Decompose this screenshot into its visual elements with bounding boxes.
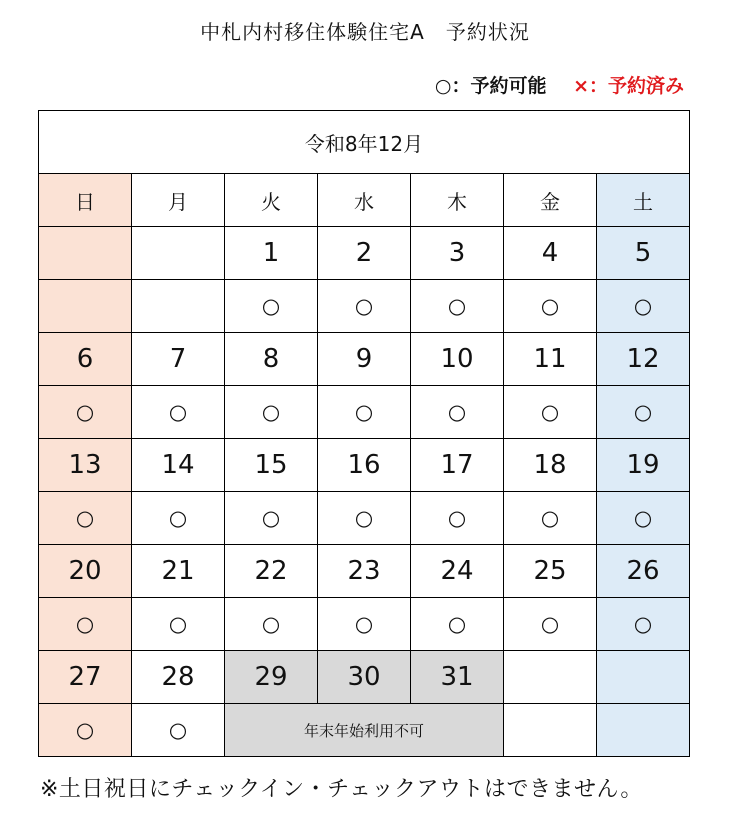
date-cell[interactable]: 22 xyxy=(225,545,318,598)
date-row xyxy=(39,333,690,386)
status-row xyxy=(39,280,690,333)
date-cell[interactable]: 23 xyxy=(318,545,411,598)
status-cell xyxy=(39,280,132,333)
status-cell: ○ xyxy=(318,386,411,439)
status-cell: ○ xyxy=(225,280,318,333)
date-cell[interactable]: 27 xyxy=(39,651,132,704)
date-row xyxy=(39,651,690,704)
status-cell: ○ xyxy=(504,492,597,545)
status-cell: ○ xyxy=(318,492,411,545)
date-cell[interactable]: 1 xyxy=(225,227,318,280)
status-cell: ○ xyxy=(39,492,132,545)
date-cell[interactable]: 2 xyxy=(318,227,411,280)
date-cell[interactable]: 4 xyxy=(504,227,597,280)
date-cell[interactable]: 8 xyxy=(225,333,318,386)
date-cell[interactable]: 3 xyxy=(411,227,504,280)
date-cell[interactable]: 24 xyxy=(411,545,504,598)
checkin-note: ※土日祝日にチェックイン・チェックアウトはできません。 xyxy=(40,777,643,802)
status-cell: ○ xyxy=(225,598,318,651)
status-cell: ○ xyxy=(597,386,690,439)
status-row xyxy=(39,386,690,439)
date-cell xyxy=(504,651,597,704)
legend-available: ○：予約可能 xyxy=(434,75,547,97)
month-label: 令和8年12月 xyxy=(39,111,690,174)
date-cell[interactable]: 19 xyxy=(597,439,690,492)
date-cell[interactable]: 28 xyxy=(132,651,225,704)
date-row xyxy=(39,439,690,492)
status-cell xyxy=(597,704,690,757)
date-cell xyxy=(597,651,690,704)
date-cell[interactable]: 26 xyxy=(597,545,690,598)
date-row xyxy=(39,227,690,280)
date-cell[interactable]: 5 xyxy=(597,227,690,280)
weekday-fri: 金 xyxy=(504,174,597,227)
closed-period-label: 年末年始利用不可 xyxy=(225,704,504,757)
date-cell[interactable]: 10 xyxy=(411,333,504,386)
status-cell: ○ xyxy=(597,492,690,545)
status-cell: ○ xyxy=(225,386,318,439)
status-cell: ○ xyxy=(132,704,225,757)
calendar-table xyxy=(38,110,690,757)
date-cell[interactable]: 14 xyxy=(132,439,225,492)
status-cell: ○ xyxy=(411,280,504,333)
date-cell[interactable]: 25 xyxy=(504,545,597,598)
date-cell[interactable]: 7 xyxy=(132,333,225,386)
status-cell: ○ xyxy=(225,492,318,545)
date-cell[interactable]: 6 xyxy=(39,333,132,386)
status-cell: ○ xyxy=(597,598,690,651)
status-cell: ○ xyxy=(39,598,132,651)
status-cell: ○ xyxy=(504,598,597,651)
date-cell[interactable]: 12 xyxy=(597,333,690,386)
date-cell-closed: 31 xyxy=(411,651,504,704)
date-cell[interactable]: 16 xyxy=(318,439,411,492)
date-cell[interactable]: 17 xyxy=(411,439,504,492)
weekday-sun: 日 xyxy=(39,174,132,227)
legend xyxy=(435,71,684,98)
status-cell: ○ xyxy=(504,386,597,439)
weekday-tue: 火 xyxy=(225,174,318,227)
status-cell: ○ xyxy=(318,598,411,651)
legend-booked: ×：予約済み xyxy=(573,75,684,97)
date-cell[interactable]: 18 xyxy=(504,439,597,492)
status-cell: ○ xyxy=(411,598,504,651)
weekday-wed: 水 xyxy=(318,174,411,227)
page-title: 中札内村移住体験住宅A 予約状況 xyxy=(200,20,530,44)
weekday-thu: 木 xyxy=(411,174,504,227)
status-cell: ○ xyxy=(597,280,690,333)
status-cell: ○ xyxy=(411,492,504,545)
status-cell: ○ xyxy=(504,280,597,333)
date-cell[interactable]: 9 xyxy=(318,333,411,386)
status-cell xyxy=(132,280,225,333)
date-cell-closed: 30 xyxy=(318,651,411,704)
status-cell: ○ xyxy=(39,704,132,757)
status-cell: ○ xyxy=(132,598,225,651)
date-cell-closed: 29 xyxy=(225,651,318,704)
weekday-mon: 月 xyxy=(132,174,225,227)
date-cell[interactable]: 20 xyxy=(39,545,132,598)
status-cell: ○ xyxy=(411,386,504,439)
date-cell xyxy=(39,227,132,280)
status-row xyxy=(39,492,690,545)
weekday-sat: 土 xyxy=(597,174,690,227)
status-cell: ○ xyxy=(132,492,225,545)
weekday-header-row xyxy=(39,174,690,227)
status-cell xyxy=(504,704,597,757)
status-cell: ○ xyxy=(318,280,411,333)
date-cell[interactable]: 15 xyxy=(225,439,318,492)
status-row xyxy=(39,598,690,651)
date-cell[interactable]: 21 xyxy=(132,545,225,598)
status-cell: ○ xyxy=(39,386,132,439)
date-cell[interactable]: 11 xyxy=(504,333,597,386)
status-cell: ○ xyxy=(132,386,225,439)
date-cell xyxy=(132,227,225,280)
date-cell[interactable]: 13 xyxy=(39,439,132,492)
date-row xyxy=(39,545,690,598)
status-row xyxy=(39,704,690,757)
